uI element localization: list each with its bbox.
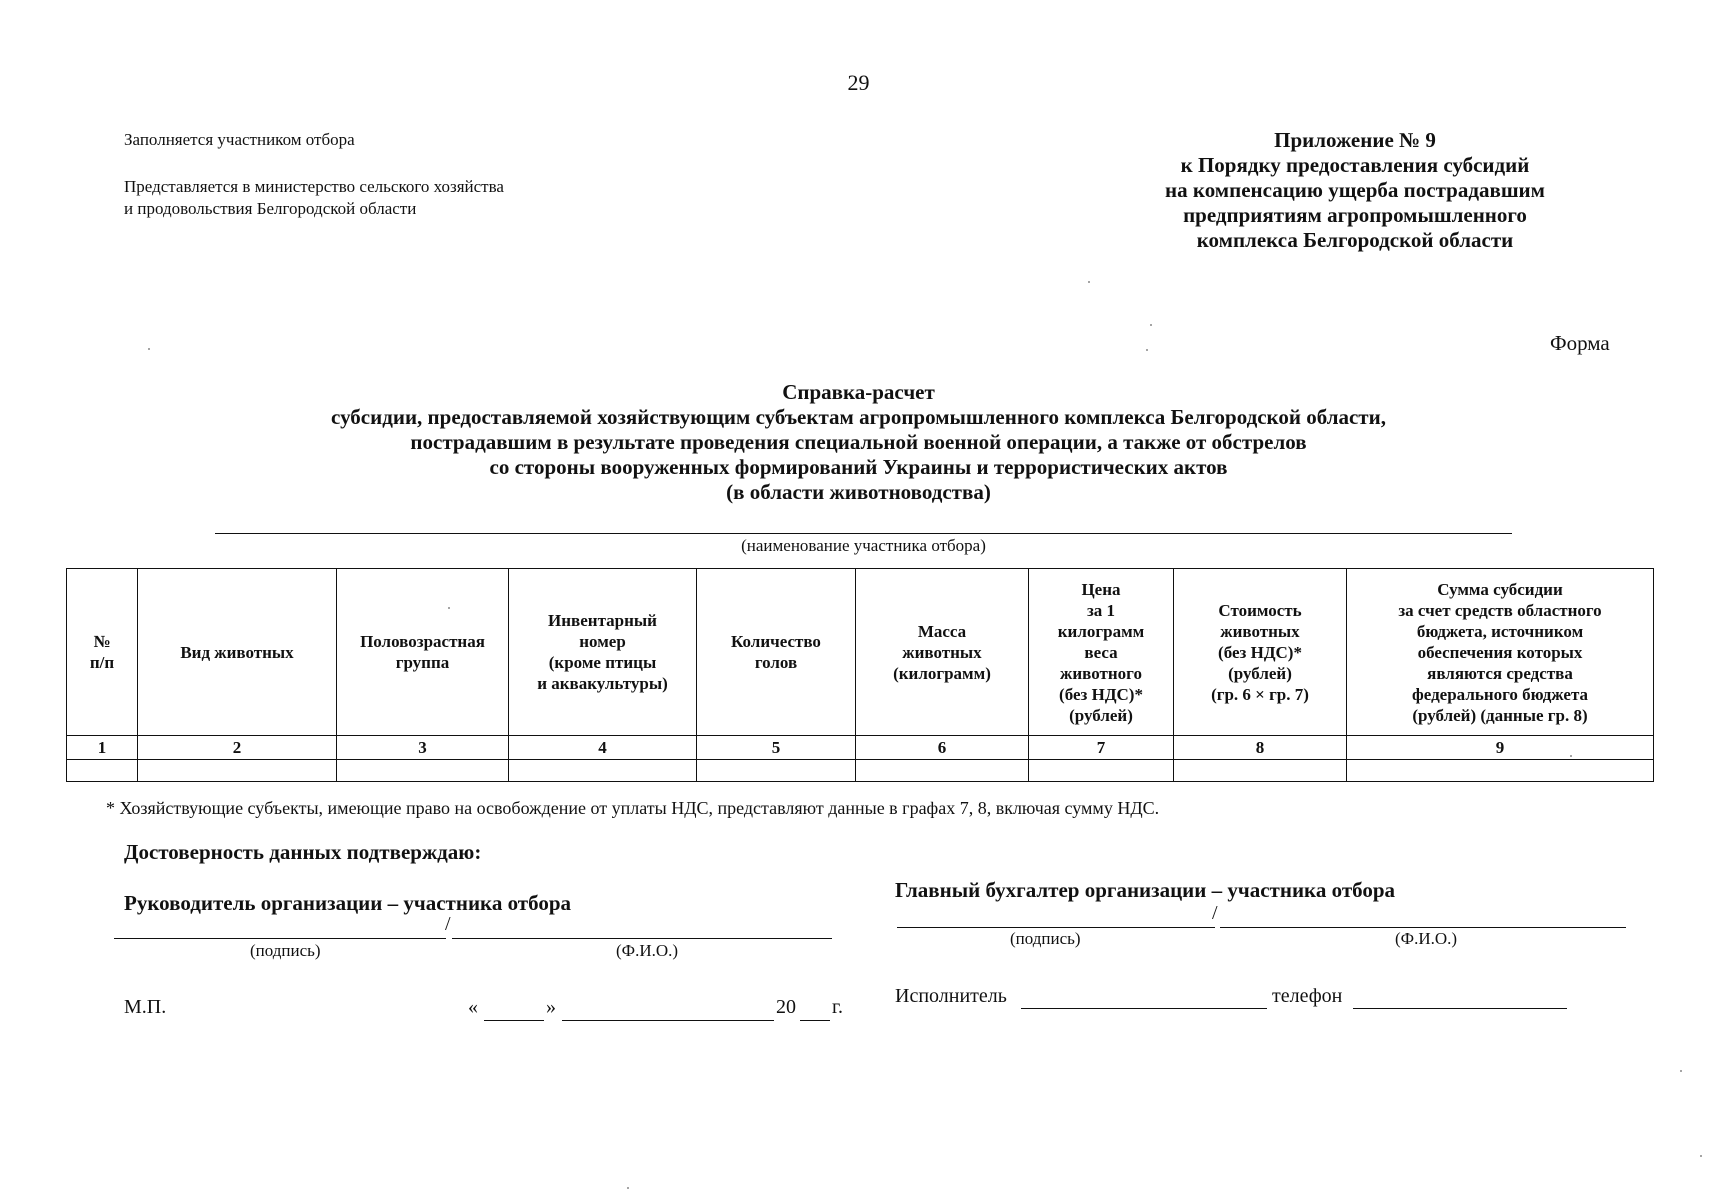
header-cell: Вид животных: [138, 569, 337, 736]
phone-line[interactable]: [1353, 1008, 1567, 1009]
date-year-line[interactable]: [800, 1020, 830, 1021]
column-number: 6: [856, 736, 1029, 760]
table-data-row: [67, 760, 1654, 782]
accountant-signature-slash: /: [1212, 902, 1218, 924]
column-number-row: [67, 736, 1654, 760]
submitted-to-note-line2: и продовольствия Белгородской области: [124, 199, 417, 218]
scan-speck: [1146, 349, 1148, 351]
head-name-line[interactable]: [452, 938, 832, 939]
scan-speck: [1088, 281, 1090, 283]
filled-by-note: Заполняется участником отбора: [124, 130, 355, 149]
executor-line[interactable]: [1021, 1008, 1267, 1009]
header-cell: Сумма субсидии за счет средств областного бюджета, источником обеспечения которых являются средства федерального бюджета (рублей) (данные гр. 8): [1347, 569, 1654, 736]
participant-name-caption: (наименование участника отбора): [741, 536, 986, 555]
participant-name-line[interactable]: [215, 533, 1512, 534]
date-year-suffix: г.: [832, 996, 843, 1018]
title-line: (в области животноводства): [726, 480, 991, 504]
appendix-line: на компенсацию ущерба пострадавшим: [1165, 178, 1545, 202]
data-cell[interactable]: [509, 760, 697, 782]
column-number: 1: [67, 736, 138, 760]
column-number: 3: [337, 736, 509, 760]
header-cell: Количество голов: [697, 569, 856, 736]
date-month-line[interactable]: [562, 1020, 774, 1021]
accountant-name-caption: (Ф.И.О.): [1395, 929, 1458, 948]
table-header-row: [67, 569, 1654, 736]
title-line: пострадавшим в результате проведения специальной военной операции, а также от обстрелов: [410, 430, 1307, 454]
scan-speck: [448, 607, 450, 609]
date-open-quote: «: [468, 996, 478, 1018]
title-line: со стороны вооруженных формирований Украины и террористических актов: [489, 455, 1228, 479]
head-name-caption: (Ф.И.О.): [616, 941, 679, 960]
column-number: 5: [697, 736, 856, 760]
column-number: 2: [138, 736, 337, 760]
column-number: 7: [1029, 736, 1174, 760]
title-line: субсидии, предоставляемой хозяйствующим субъектам агропромышленного комплекса Белгородской области,: [331, 405, 1386, 429]
data-cell[interactable]: [67, 760, 138, 782]
accountant-sign-caption: (подпись): [1010, 929, 1081, 948]
data-cell[interactable]: [138, 760, 337, 782]
accountant-signature-line[interactable]: [897, 927, 1215, 928]
head-sign-caption: (подпись): [250, 941, 321, 960]
confirm-heading: Достоверность данных подтверждаю:: [124, 840, 482, 864]
data-cell[interactable]: [337, 760, 509, 782]
subsidy-table: [66, 568, 1654, 782]
appendix-line: предприятиям агропромышленного: [1183, 203, 1527, 227]
vat-footnote: * Хозяйствующие субъекты, имеющие право на освобождение от уплаты НДС, представляют данные в графах 7, 8, включая сумму НДС.: [106, 798, 1160, 818]
date-year-prefix: 20: [776, 996, 796, 1018]
data-cell[interactable]: [856, 760, 1029, 782]
column-number: 9: [1347, 736, 1654, 760]
phone-label: телефон: [1272, 985, 1343, 1007]
header-cell: Стоимость животных (без НДС)* (рублей) (гр. 6 × гр. 7): [1174, 569, 1347, 736]
head-signature-slash: /: [445, 913, 451, 935]
head-signature-title: Руководитель организации – участника отбора: [124, 891, 572, 915]
data-cell[interactable]: [1174, 760, 1347, 782]
page-number: 29: [847, 70, 870, 95]
scan-speck: [148, 348, 150, 350]
appendix-block: [1120, 128, 1590, 253]
header-cell: Инвентарный номер (кроме птицы и аквакультуры): [509, 569, 697, 736]
document-title: [0, 380, 1717, 505]
header-cell: Половозрастная группа: [337, 569, 509, 736]
scan-speck: [1150, 324, 1152, 326]
scan-speck: [1570, 755, 1572, 757]
accountant-signature-title: Главный бухгалтер организации – участника отбора: [895, 878, 1396, 902]
stamp-label: М.П.: [124, 996, 167, 1018]
date-day-line[interactable]: [484, 1020, 544, 1021]
data-cell[interactable]: [1347, 760, 1654, 782]
title-line: Справка-расчет: [782, 380, 935, 404]
column-number: 8: [1174, 736, 1347, 760]
accountant-name-line[interactable]: [1220, 927, 1626, 928]
column-number: 4: [509, 736, 697, 760]
form-label: Форма: [1550, 331, 1610, 355]
header-cell: № п/п: [67, 569, 138, 736]
date-close-quote: »: [546, 996, 556, 1018]
scan-speck: [627, 1187, 629, 1189]
data-cell[interactable]: [1029, 760, 1174, 782]
head-signature-line[interactable]: [114, 938, 446, 939]
appendix-line: к Порядку предоставления субсидий: [1180, 153, 1530, 177]
header-cell: Масса животных (килограмм): [856, 569, 1029, 736]
header-cell: Цена за 1 килограмм веса животного (без НДС)* (рублей): [1029, 569, 1174, 736]
executor-label: Исполнитель: [895, 985, 1007, 1007]
appendix-line: Приложение № 9: [1274, 128, 1436, 152]
data-cell[interactable]: [697, 760, 856, 782]
submitted-to-note-line1: Представляется в министерство сельского хозяйства: [124, 177, 504, 196]
scan-speck: [1680, 1070, 1682, 1072]
scan-speck: [1700, 1155, 1702, 1157]
appendix-line: комплекса Белгородской области: [1196, 228, 1514, 252]
